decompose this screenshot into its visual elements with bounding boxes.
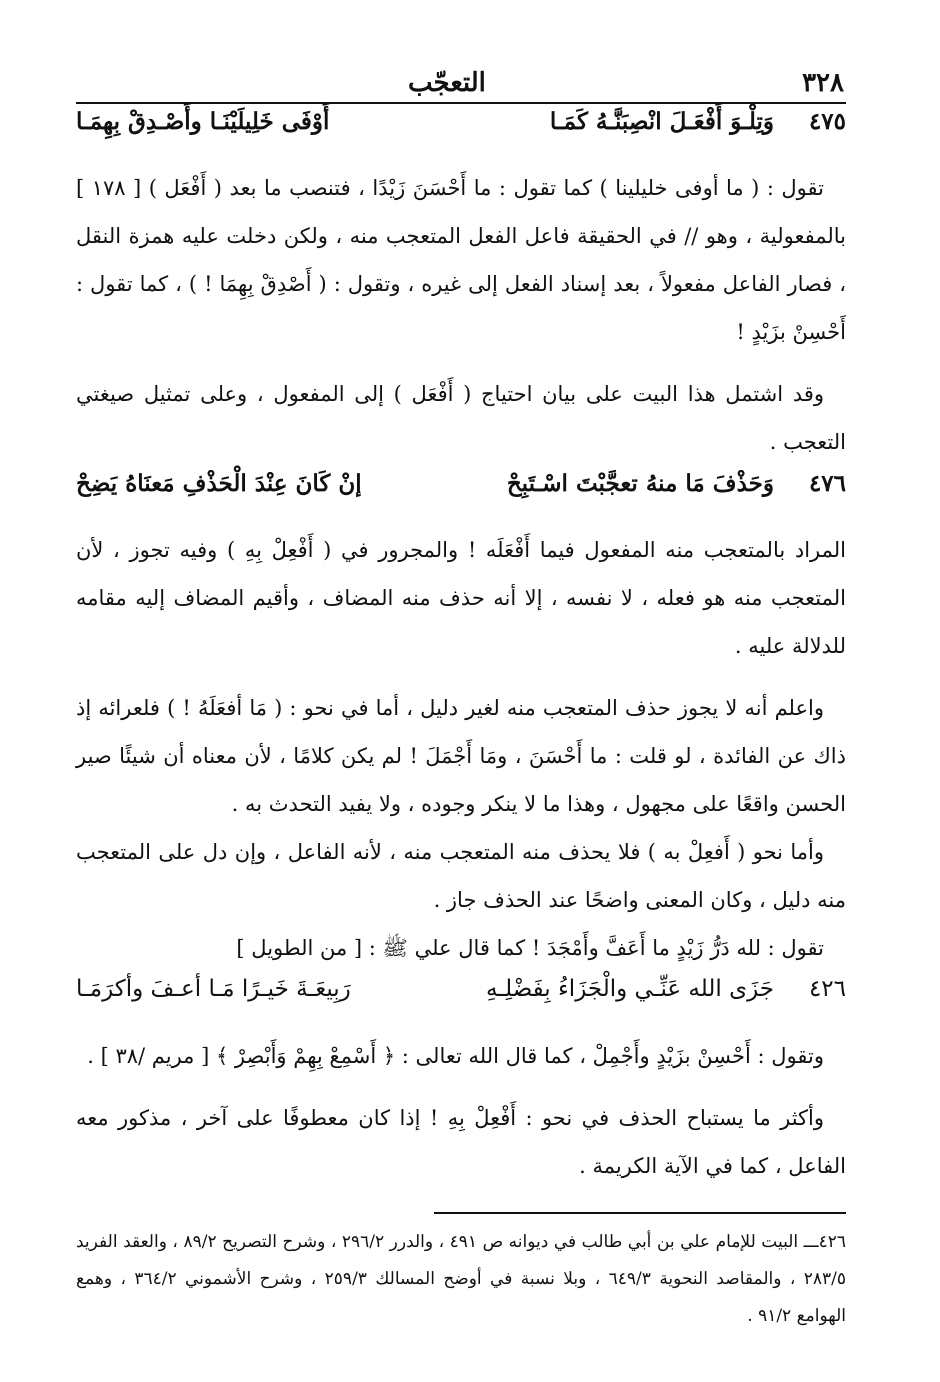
- verse-number: ٤٧٦: [808, 470, 846, 497]
- verse-hemistich-second: رَبِيعَـةَ خَيـرًا مَـا أعـفَ وأكرَمَـا: [76, 976, 351, 1002]
- paragraph-5: [76, 828, 846, 924]
- verse-hemistich-second: إنْ كَانَ عِنْدَ الْحَذْفِ مَعنَاهُ يَضِحْ: [76, 470, 362, 497]
- paragraph-3: [76, 526, 846, 670]
- verse-hemistich-first: وَحَذْفَ مَا منهُ تعجَّبْتَ اسْـتَبِحْ: [506, 470, 774, 497]
- page-header: [76, 62, 846, 104]
- paragraph-8: [76, 1094, 846, 1190]
- verse-hemistich-first: جَزَى الله عَنِّـي والْجَزَاءُ بِفَضْلِـهِ: [486, 976, 774, 1002]
- verse-number: ٤٢٦: [808, 976, 846, 1002]
- paragraph-text: وتقول : أَحْسِنْ بزَيْدٍ وأَجْمِلْ ، كما قال الله تعالى : ﴿ أَسْمِعْ بِهِمْ وَأَبْصِرْ ﴾ [ مريم /٣٨ ] .: [87, 1044, 824, 1068]
- verse-hemistich-second: أَوْفَى خَلِيلَيْنَـا وأَصْـدِقْ بِهِمَـا: [76, 108, 330, 135]
- book-page: [76, 62, 846, 1335]
- paragraph-2: [76, 370, 846, 466]
- paragraph-6: [76, 924, 846, 972]
- verse-476: [76, 470, 846, 526]
- chapter-title: التعجّب: [408, 68, 486, 98]
- paragraph-text: تقول : لله دَرُّ زَيْدٍ ما أَعَفَّ وأَمْجَدَ ! كما قال علي ﷺ : [ من الطويل ]: [236, 936, 824, 960]
- page-number: ٣٢٨: [802, 68, 844, 98]
- paragraph-4: [76, 684, 846, 828]
- paragraph-text: تقول : ( ما أوفى خليلينا ) كما تقول : ما أَحْسَنَ زَيْدًا ، فتنصب ما بعد ( أَفْعَل ) [ ١٧٨ ] بالمفعولية ، وهو // في الحقيقة فاعل الفعل المتعجب منه ، ولكن دخلت عليه همزة النقل ، فصار الفاعل مفعولاً ، بعد إسناد الفعل إلى غيره ، وتقول : ( أَصْدِقْ بِهِمَا ! ) ، كما تقول : أَحْسِنْ بزَيْدٍ !: [76, 176, 846, 344]
- paragraph-text: المراد بالمتعجب منه المفعول فيما أَفْعَلَه ! والمجرور في ( أَفْعِلْ بِهِ ) وفيه تجوز ، لأن المتعجب منه هو فعله ، لا نفسه ، إلا أنه حذف منه المضاف ، وأقيم المضاف إليه مقامه للدلالة عليه .: [76, 538, 846, 658]
- paragraph-1: [76, 164, 846, 356]
- paragraph-text: وقد اشتمل هذا البيت على بيان احتياج ( أَفْعَل ) إلى المفعول ، وعلى تمثيل صيغتي التعجب .: [76, 382, 846, 454]
- footnote-divider: [434, 1212, 846, 1214]
- paragraph-text: وأما نحو ( أَفعِلْ به ) فلا يحذف منه المتعجب منه ، لأنه الفاعل ، وإن دل على المتعجب منه دليل ، وكان المعنى واضحًا عند الحذف جاز .: [76, 840, 846, 912]
- verse-475: [76, 108, 846, 164]
- footnote: ٤٢٦ـــ البيت للإمام علي بن أبي طالب في ديوانه ص ٤٩١ ، والدرر ٢٩٦/٢ ، وشرح التصريح ٨٩/٢ ، والعقد الفريد ٢٨٣/٥ ، والمقاصد النحوية ٦٤٩/٣ ، وبلا نسبة في أوضح المسالك ٢٥٩/٣ ، وشرح الأشموني ٣٦٤/٢ ، وهمع الهوامع ٩١/٢ .: [76, 1232, 847, 1326]
- paragraph-text: وأكثر ما يستباح الحذف في نحو : أَفْعِلْ بِهِ ! إذا كان معطوفًا على آخر ، مذكور معه الفاعل ، كما في الآية الكريمة .: [76, 1106, 846, 1178]
- verse-hemistich-first: وَتِلْـوَ أَفْعَـلَ انْصِبَنَّـهُ كَمَـا: [549, 108, 774, 135]
- verse-426: [76, 976, 846, 1032]
- verse-number: ٤٧٥: [808, 108, 846, 135]
- paragraph-text: واعلم أنه لا يجوز حذف المتعجب منه لغير دليل ، أما في نحو : ( مَا أفعَلَهُ ! ) فلعرائه إذ ذاك عن الفائدة ، لو قلت : ما أَحْسَنَ ، ومَا أَجْمَلَ ! لم يكن كلامًا ، لأن معناه أن شيئًا صير الحسن واقعًا على مجهول ، وهذا ما لا ينكر وجوده ، ولا يفيد التحدث به .: [76, 696, 846, 816]
- paragraph-7: [76, 1032, 846, 1080]
